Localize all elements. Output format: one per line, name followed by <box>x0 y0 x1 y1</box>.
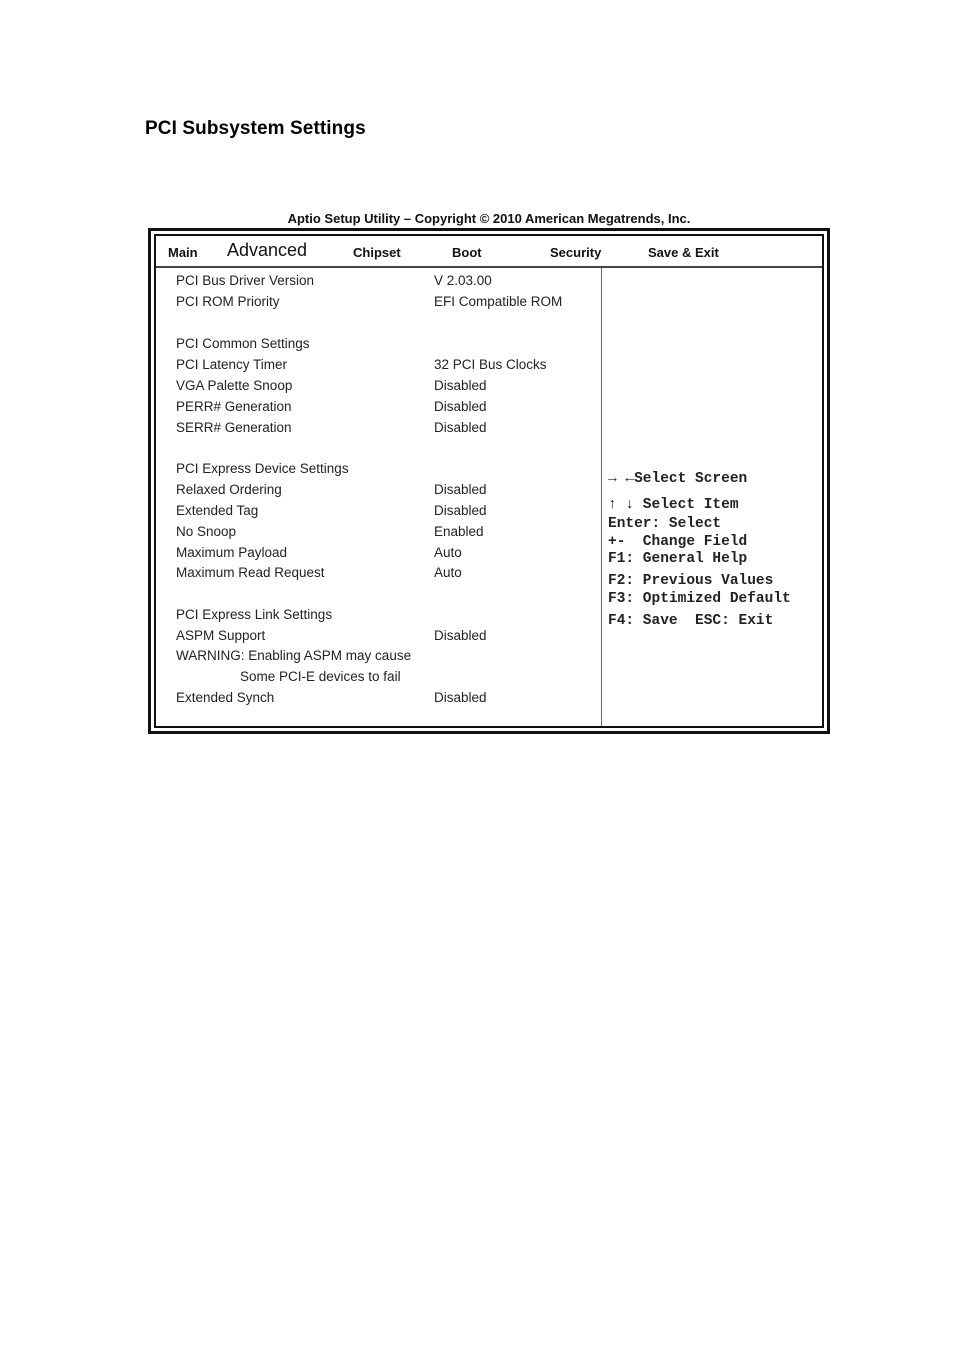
setting-value-perr-generation[interactable]: Disabled <box>434 399 487 414</box>
help-select-screen: → ←Select Screen <box>608 471 748 487</box>
setting-value-no-snoop[interactable]: Enabled <box>434 524 484 539</box>
setting-label-vga-palette-snoop[interactable]: VGA Palette Snoop <box>176 378 293 393</box>
section-heading-pcie-link: PCI Express Link Settings <box>176 607 333 622</box>
panel-divider <box>601 268 602 726</box>
setting-label-serr-generation[interactable]: SERR# Generation <box>176 420 292 435</box>
setting-value-serr-generation[interactable]: Disabled <box>434 420 487 435</box>
help-general-help: F1: General Help <box>608 551 748 567</box>
tab-main[interactable]: Main <box>168 245 198 260</box>
setting-value-relaxed-ordering[interactable]: Disabled <box>434 482 487 497</box>
tab-security[interactable]: Security <box>550 245 602 260</box>
setting-label-pci-latency-timer[interactable]: PCI Latency Timer <box>176 357 288 372</box>
setting-value-pci-rom-priority[interactable]: EFI Compatible ROM <box>434 294 563 309</box>
help-select-item: ↑ ↓ Select Item <box>608 497 739 513</box>
setting-value-vga-palette-snoop[interactable]: Disabled <box>434 378 487 393</box>
setting-label-pci-rom-priority[interactable]: PCI ROM Priority <box>176 294 280 309</box>
setting-label-relaxed-ordering[interactable]: Relaxed Ordering <box>176 482 282 497</box>
bios-inner-frame <box>154 234 824 728</box>
setting-label-aspm-support[interactable]: ASPM Support <box>176 628 266 643</box>
bios-window <box>148 228 830 734</box>
setting-label-extended-tag[interactable]: Extended Tag <box>176 503 259 518</box>
setting-value-extended-synch[interactable]: Disabled <box>434 690 487 705</box>
warning-text-line-2: Some PCI-E devices to fail <box>240 669 401 684</box>
setting-value-maximum-payload[interactable]: Auto <box>434 545 462 560</box>
page-heading: PCI Subsystem Settings <box>145 118 366 139</box>
setting-value-extended-tag[interactable]: Disabled <box>434 503 487 518</box>
tab-advanced[interactable]: Advanced <box>227 240 308 260</box>
setting-label-pci-bus-driver-version: PCI Bus Driver Version <box>176 273 315 288</box>
help-save-exit: F4: Save ESC: Exit <box>608 613 774 629</box>
setting-label-no-snoop[interactable]: No Snoop <box>176 524 237 539</box>
bios-title-bar: Aptio Setup Utility – Copyright © 2010 American Megatrends, Inc. <box>287 211 691 226</box>
help-change-field: +- Change Field <box>608 534 748 550</box>
section-heading-pcie-device: PCI Express Device Settings <box>176 461 349 476</box>
setting-label-maximum-read-request[interactable]: Maximum Read Request <box>176 565 325 580</box>
setting-value-maximum-read-request[interactable]: Auto <box>434 565 462 580</box>
menu-bar <box>156 236 822 268</box>
section-heading-pci-common: PCI Common Settings <box>176 336 310 351</box>
setting-label-extended-synch[interactable]: Extended Synch <box>176 690 275 705</box>
tab-boot[interactable]: Boot <box>452 245 482 260</box>
tab-chipset[interactable]: Chipset <box>353 245 401 260</box>
setting-value-pci-bus-driver-version: V 2.03.00 <box>434 273 492 288</box>
help-optimized-default: F3: Optimized Default <box>608 591 791 607</box>
warning-text-line-1: WARNING: Enabling ASPM may cause <box>176 648 412 663</box>
setting-label-maximum-payload[interactable]: Maximum Payload <box>176 545 288 560</box>
help-enter-select: Enter: Select <box>608 516 722 532</box>
setting-value-aspm-support[interactable]: Disabled <box>434 628 487 643</box>
tab-save-exit[interactable]: Save & Exit <box>648 245 719 260</box>
help-previous-values: F2: Previous Values <box>608 573 774 589</box>
setting-value-pci-latency-timer[interactable]: 32 PCI Bus Clocks <box>434 357 547 372</box>
setting-label-perr-generation[interactable]: PERR# Generation <box>176 399 292 414</box>
